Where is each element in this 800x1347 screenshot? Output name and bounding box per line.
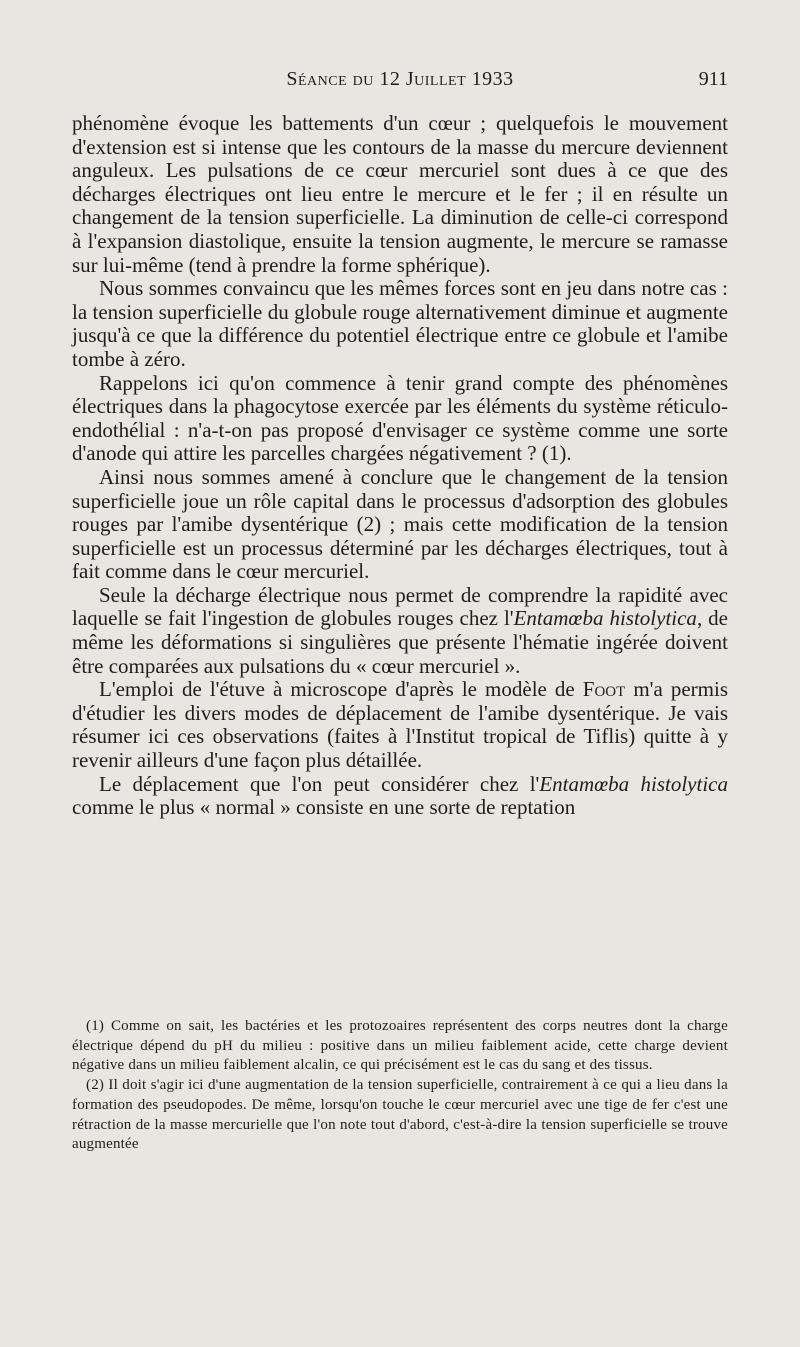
page-header xyxy=(72,68,728,98)
paragraph-6-text-b: m'a permis d'étudier les divers modes de déplacement de l'amibe dysentérique. Je vais résumer ici ces observations (faites à l'Institut tropical de Tiflis) quitte à y revenir ailleurs d'une façon plus détaillée. xyxy=(72,677,728,773)
paragraph-7-text-a: Le déplacement que l'on peut considérer chez l' xyxy=(99,771,540,796)
species-name: Entamœba histolytica xyxy=(539,771,728,796)
paragraph-5 xyxy=(72,584,728,678)
paragraph-3: Rappelons ici qu'on commence à tenir grand compte des phénomènes électriques dans la phagocytose exercée par les éléments du système réticulo-endothélial : n'a-t-on pas proposé d'envisager ce système comme une sorte d'anode qui attire les parcelles chargées négativement ? (1). xyxy=(72,370,728,466)
paragraph-6 xyxy=(72,678,728,772)
paragraph-5-text-a: Seule la décharge électrique nous permet de comprendre la rapidité avec laquelle se fait l'ingestion de globules rouges chez l' xyxy=(72,582,728,631)
paragraph-7 xyxy=(72,773,728,820)
author-name: Foot xyxy=(582,677,626,702)
species-name: Entamœba histolytica xyxy=(513,606,697,631)
main-text xyxy=(72,112,728,820)
paragraph-4: Ainsi nous sommes amené à conclure que le changement de la tension superficielle joue un rôle capital dans le processus d'adsorption des globules rouges par l'amibe dysentérique (2) ; mais cette modification de la tension superficielle est un processus déterminé par les décharges électriques, tout à fait comme dans le cœur mercuriel. xyxy=(72,464,728,584)
footnote-1: (1) Comme on sait, les bactéries et les protozoaires représentent des corps neutres dont la charge électrique dépend du pH du milieu : positive dans un milieu faiblement acide, cette charge devient négative dans un milieu faiblement alcalin, ce qui précisément est le cas du sang et des tissus. xyxy=(72,1018,728,1074)
paragraph-6-text-a: L'emploi de l'étuve à microscope d'après le modèle de xyxy=(99,677,583,702)
paragraph-7-text-b: comme le plus « normal » consiste en une sorte de reptation xyxy=(72,795,576,820)
paragraph-5-text-b: , de même les déformations si singulières que présente l'hématie ingérée doivent être comparées aux pulsations du « cœur mercuriel ». xyxy=(72,606,729,678)
running-head: Séance du 12 Juillet 1933 xyxy=(286,68,514,90)
footnotes xyxy=(72,1017,728,1155)
paragraph-2: Nous sommes convaincu que les mêmes forces sont en jeu dans notre cas : la tension superficielle du globule rouge alternativement diminue et augmente jusqu'à ce que la différence du potentiel électrique entre ce globule et l'amibe tombe à zéro. xyxy=(72,276,728,371)
page-number: 911 xyxy=(698,68,728,90)
footnote-2: (2) Il doit s'agir ici d'une augmentation de la tension superficielle, contrairement à ce qui a lieu dans la formation des pseudopodes. De même, lorsqu'on touche le cœur mercuriel avec une tige de fer c'est une rétraction de la masse mercurielle que l'on note tout d'abord, c'est-à-dire la tension superficielle se trouve augmentée xyxy=(72,1077,728,1153)
paragraph-1: phénomène évoque les battements d'un cœur ; quelquefois le mouvement d'extension est si intense que les contours de la masse du mercure deviennent anguleux. Les pulsations de ce cœur mercuriel sont dues à ce que des décharges électriques ont lieu entre le mercure et le fer ; il en résulte un changement de la tension superficielle. La diminution de celle-ci correspond à l'expansion diastolique, ensuite la tension augmente, le mercure se ramasse sur lui-même (tend à prendre la forme sphérique). xyxy=(72,111,728,277)
